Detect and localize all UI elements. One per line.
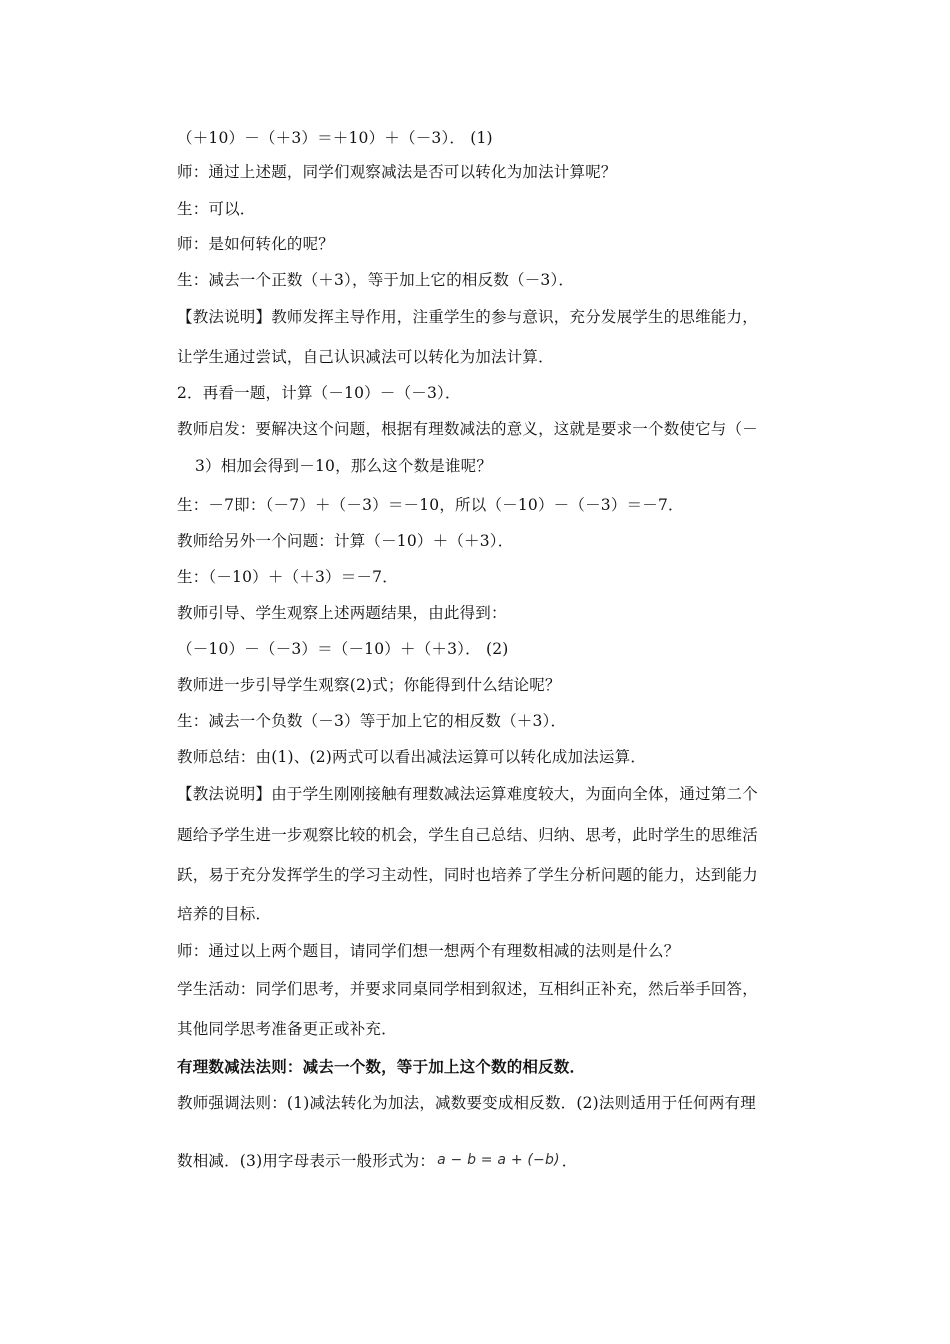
text-line: 数相减．(3)用字母表示一般形式为：: [177, 1152, 436, 1170]
text-line: 生：可以．: [177, 200, 256, 218]
text-line: 师：通过以上两个题目，请同学们想一想两个有理数相减的法则是什么？: [177, 942, 680, 960]
formula-image: a − b = a + (−b): [437, 1152, 560, 1168]
formula-line: [177, 1150, 577, 1171]
text-line: 生：减去一个正数（＋3），等于加上它的相反数（－3）．: [177, 271, 575, 289]
text-line: 教师进一步引导学生观察(2)式；你能得到什么结论呢？: [177, 676, 561, 694]
text-line: 生：（－10）＋（＋3）＝－7．: [177, 568, 398, 586]
text-line: 教师引导、学生观察上述两题结果，由此得到：: [177, 604, 507, 622]
text-line: （－10）－（－3）＝（－10）＋（＋3）． (2): [177, 640, 509, 658]
text-line: 3）相加会得到－10，那么这个数是谁呢？: [195, 457, 493, 475]
rule-statement: 有理数减法法则：减去一个数，等于加上这个数的相反数．: [177, 1057, 586, 1076]
text-line: 师：是如何转化的呢？: [177, 235, 335, 253]
text-line: 跃，易于充分发挥学生的学习主动性，同时也培养了学生分析问题的能力，达到能力: [177, 866, 758, 884]
text-line: 培养的目标．: [177, 905, 272, 923]
text-line: 让学生通过尝试，自己认识减法可以转化为加法计算．: [177, 348, 554, 366]
text-line: 师：通过上述题，同学们观察减法是否可以转化为加法计算呢？: [177, 163, 617, 181]
text-line: 教师强调法则：(1)减法转化为加法，减数要变成相反数．(2)法则适用于任何两有理: [177, 1094, 756, 1112]
text-line: 【教法说明】教师发挥主导作用，注重学生的参与意识，充分发展学生的思维能力，: [177, 308, 758, 326]
text-line: 教师启发：要解决这个问题，根据有理数减法的意义，这就是要求一个数使它与（－: [177, 420, 758, 438]
text-line: 教师总结：由(1)、(2)两式可以看出减法运算可以转化成加法运算．: [177, 748, 647, 766]
text-line: 生：减去一个负数（－3）等于加上它的相反数（＋3）．: [177, 712, 567, 730]
text-line: （＋10）－（＋3）＝＋10）＋（－3）． (1): [177, 129, 493, 147]
text-line: 2．再看一题，计算（－10）－（－3）．: [177, 384, 461, 402]
formula-period: ．: [561, 1152, 578, 1170]
text-line: 其他同学思考准备更正或补充．: [177, 1020, 397, 1038]
text-line: 题给予学生进一步观察比较的机会，学生自己总结、归纳、思考，此时学生的思维活: [177, 826, 758, 844]
text-line: 生：－7即：（－7）＋（－3）＝－10，所以（－10）－（－3）＝－7．: [177, 496, 684, 514]
text-line: 【教法说明】由于学生刚刚接触有理数减法运算难度较大，为面向全体，通过第二个: [177, 785, 758, 803]
text-line: 学生活动：同学们思考，并要求同桌同学相到叙述，互相纠正补充，然后举手回答，: [177, 980, 758, 998]
text-line: 教师给另外一个问题：计算（－10）＋（＋3）．: [177, 532, 514, 550]
